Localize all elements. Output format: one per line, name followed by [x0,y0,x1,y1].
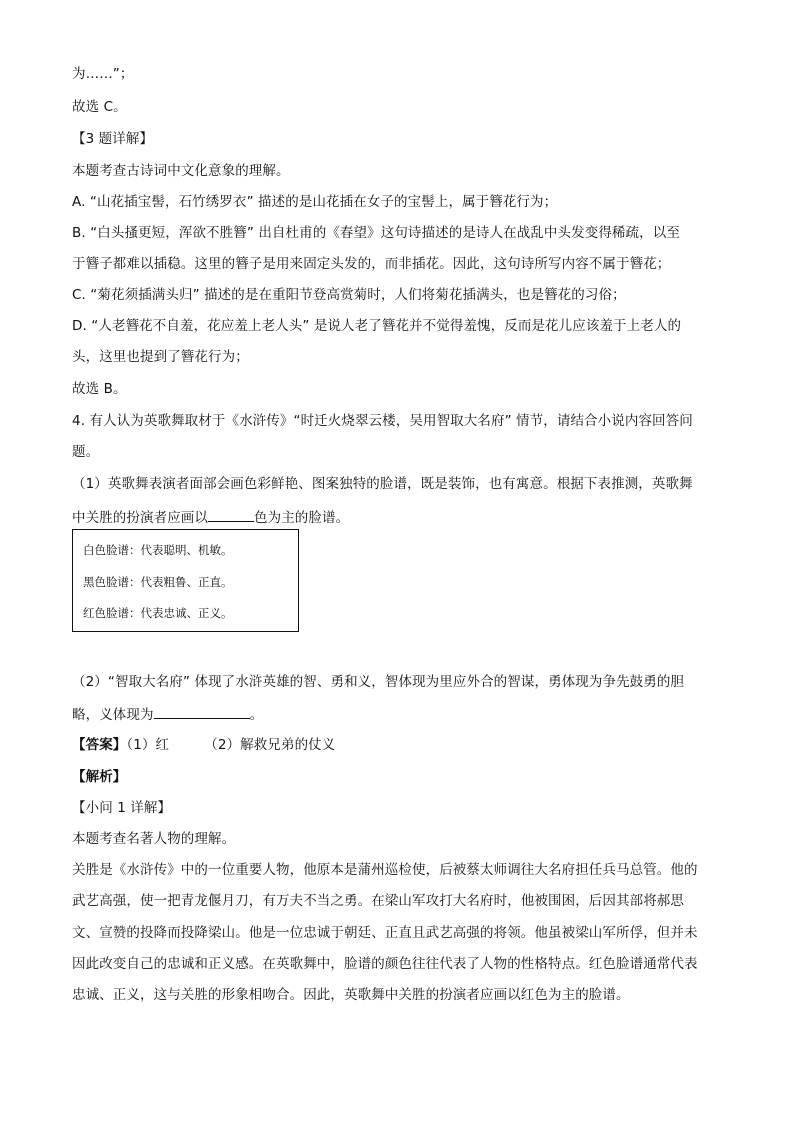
text-line: 故选 B。 [72,381,127,397]
text-line: 本题考查古诗词中文化意象的理解。 [72,163,290,179]
text-line: 本题考查名著人物的理解。 [72,831,236,847]
text-line: 为……”； [72,66,134,82]
table-row: 红色脸谱：代表忠诚、正义。 [83,606,233,620]
section-heading: 【小问 1 详解】 [72,800,172,816]
text-line: 题。 [72,444,100,460]
text-line: 头，这里也提到了簪花行为； [72,349,249,365]
answer-text: （1）红 （2）解救兄弟的仗义 [126,737,336,753]
text-segment: 略，义体现为 [72,707,154,723]
text-segment: 中关胜的扮演者应画以 [72,510,208,526]
section-heading: 【3 题详解】 [72,131,154,147]
answer-tag: 【答案】 [72,737,127,753]
question-4: 4. 有人认为英歌舞取材于《水浒传》“时迁火烧翠云楼，吴用智取大名府” 情节，请结合小说内容回答问 [72,413,693,429]
text-line: 于簪子都难以插稳。这里的簪子是用来固定头发的，而非插花。因此，这句诗所写内容不属于簪花； [72,256,671,272]
option-d: D. “人老簪花不自羞，花应羞上老人头” 是说人老了簪花并不觉得羞愧，反而是花儿应该羞于上老人的 [72,318,682,334]
sub-question-2: （2）“智取大名府” 体现了水浒英雄的智、勇和义，智体现为里应外合的智谋，勇体现为争先鼓勇的胆 [72,674,685,690]
text-segment: 。 [249,707,264,723]
answer-blank [154,703,250,719]
sub-question-1: （1）英歌舞表演者面部会画色彩鲜艳、图案独特的脸谱，既是装饰，也有寓意。根据下表推测，英歌舞 [72,476,693,492]
answer-blank [208,506,254,522]
option-b: B. “白头搔更短，浑欲不胜簪” 出自杜甫的《春望》这句诗描述的是诗人在战乱中头发变得稀疏，以至 [72,225,680,241]
option-a: A. “山花插宝髻，石竹绣罗衣” 描述的是山花插在女子的宝髻上，属于簪花行为； [72,194,558,210]
face-mask-table [72,529,299,632]
text-line: 故选 C。 [72,99,127,115]
text-line: 忠诚、正义，这与关胜的形象相吻合。因此，英歌舞中关胜的扮演者应画以红色为主的脸谱。 [72,987,630,1003]
text-segment: 色为主的脸谱。 [254,510,350,526]
table-row: 白色脸谱：代表聪明、机敏。 [83,543,233,557]
text-line: 文、宣赞的投降而投降梁山。他是一位忠诚于朝廷、正直且武艺高强的将领。他虽被梁山军所俘，但并未 [72,925,698,941]
text-line: 武艺高强，使一把青龙偃月刀，有万夫不当之勇。在梁山军攻打大名府时，他被围困，后因其部将郝思 [72,893,684,909]
sub-question-1-cont [72,506,732,528]
text-line: 关胜是《水浒传》中的一位重要人物，他原本是蒲州巡检使，后被蔡太师调往大名府担任兵马总管。他的 [72,862,698,878]
option-c: C. “菊花须插满头归” 描述的是在重阳节登高赏菊时，人们将菊花插满头，也是簪花的习俗； [72,287,626,303]
answer-line [72,735,732,755]
text-line: 因此改变自己的忠诚和正义感。在英歌舞中，脸谱的颜色往往代表了人物的性格特点。红色脸谱通常代表 [72,956,698,972]
sub-question-2-cont [72,703,732,725]
table-row: 黑色脸谱：代表粗鲁、正直。 [83,575,233,589]
analysis-tag: 【解析】 [72,769,127,785]
